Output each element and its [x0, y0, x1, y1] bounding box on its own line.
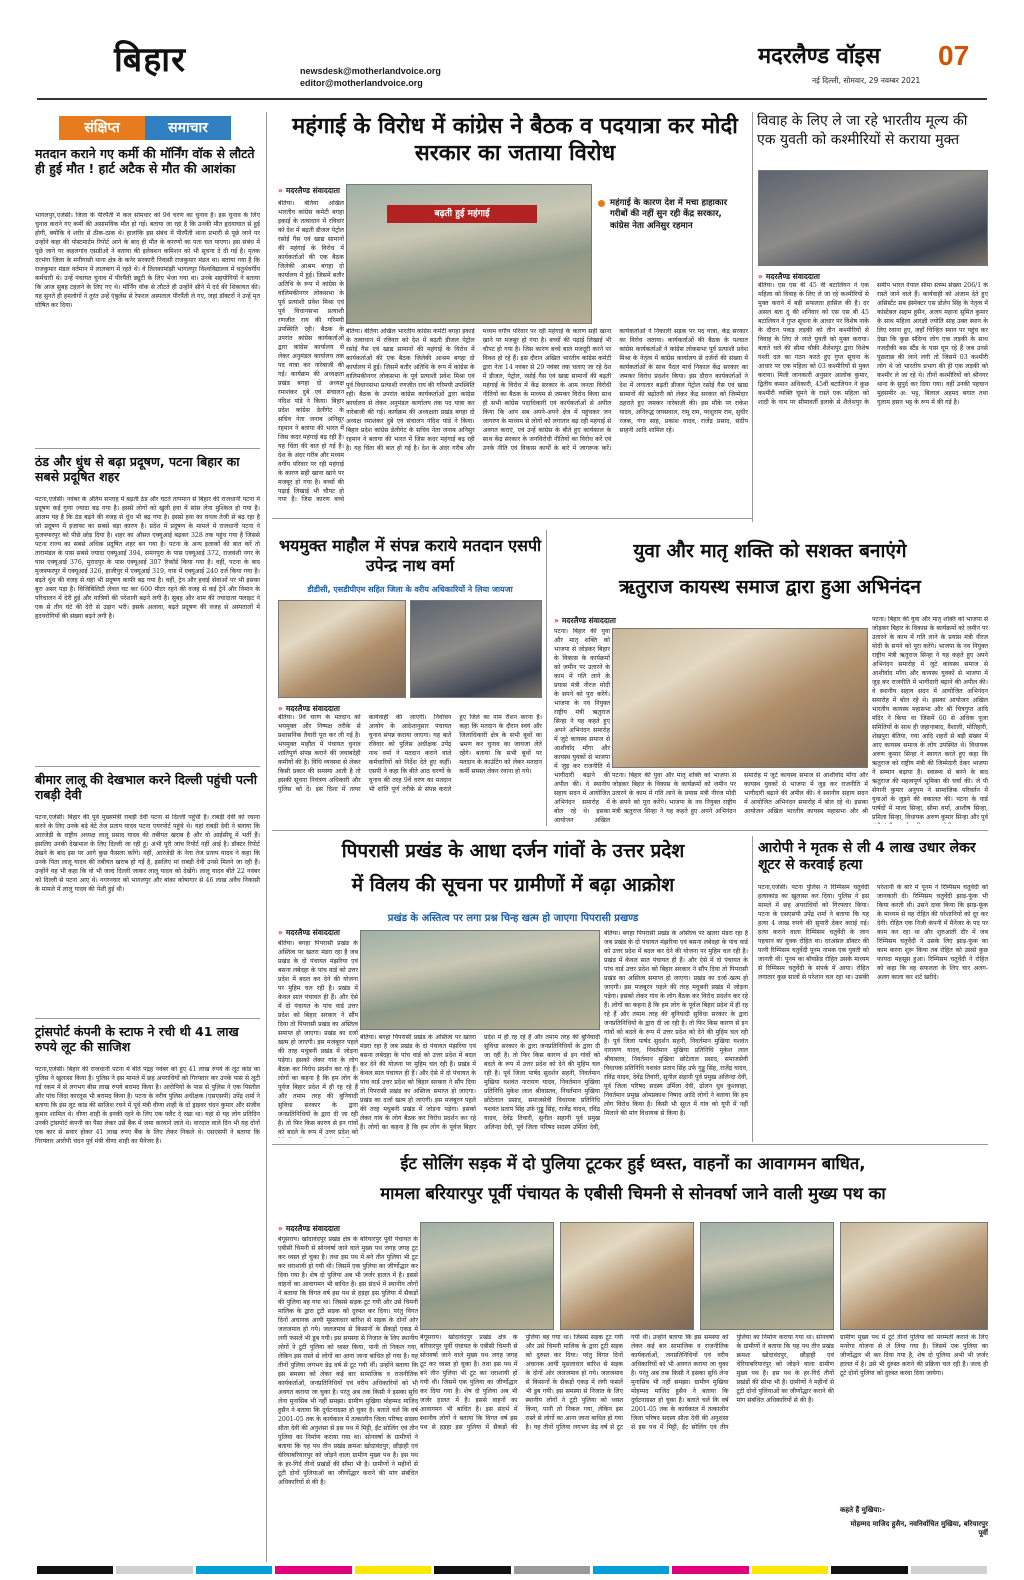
road-headline-1: ईट सोलिंग सड़क में दो पुलिया टूटकर हुई ध्वस्त, वाहनों का आवागमन बाधित,: [400, 1154, 866, 1173]
brief-4-body: पटना,एजेंसी। बिहार की राजधानी पटना में बीते पंद्रह नवंबर को हुए 41 लाख रुपये के लूट कांड का पुलिस ने खुलासा किया है। पुलिस ने इस मामले में छह अपराधियों को गिरफ्तार कर उनके पास से लूटी गई रकम में से लगभग बीस लाख रुपये बरामद किया है। आरोपियों के पास से पुलिस ने एक पिस्तौल और पांच जिंदा कारतूस भी बरामद किया है। पटना के वरीय पुलिस अधीक्षक (एसएसपी) उपेंद्र शर्मा ने बताया कि इस लूट कांड की साजिश रचने में पूर्व मंत्री वीणा शाही के दो ड्राइवर चंदन कुमार और संजीव कुमार शामिल थे। वीणा शाही के इनकी रहने के लिए एक फ्लैट दे रखा था। यहां से यह लोग प्रतिदिन उनकी ट्रांसपोर्ट कंपनी का पैसा लेकर उसे बैंक में जमा करवाने जाते थे। वारदात वाले दिन भी यह दोनों एक कार से सवार होकर 41 लाख रुपए बैंक के लिए लेकर निकले थे। एसएसपी ने बताया कि गिरफ्तार आरोपी चंदन पूर्व मंत्री वीणा शाही का मैनेजर है।: [35, 1066, 260, 1145]
lead-photo-banner: बढ़ती हुई महंगाई: [387, 205, 537, 223]
election-photo-2: [410, 600, 542, 698]
road-photo-4: [840, 1222, 988, 1330]
lead-bottom-rule: [272, 518, 752, 519]
kayastha-byline: » मदरलैण्ड संवाददाता: [554, 616, 616, 626]
masthead-rule: [37, 98, 987, 100]
lead-photo: [346, 184, 592, 324]
dateline: नई दिल्ली, सोमवार, 29 नवम्बर 2021: [812, 76, 921, 85]
election-subhead: डीडीसी, एसडीपीएम सहित जिला के वरीय अधिकारियों ने लिया जायजा: [307, 585, 513, 594]
brief-2-headline: ठंड और धुंध से बढ़ा प्रदूषण, पटना बिहार का सबसे प्रदूषित शहर: [35, 454, 240, 485]
brief-tag-1: संक्षिप्त: [59, 116, 145, 140]
kashmir-headline: विवाह के लिए ले जा रहे भारतीय मूल्य की एक युवती को कश्मीरियों से कराया मुक्त: [757, 113, 968, 148]
road-headline-2: मामला बरियारपुर पूर्वी पंचायत के एबीसी चिमनी से सोनवर्षा जाने वाली मुख्य पथ का: [380, 1184, 886, 1203]
kayastha-headline-1: युवा और मातृ शक्ति को सशक्त बनाएंगे: [633, 540, 907, 562]
lead-byline: » मदरलैण्ड संवाददाता: [278, 186, 340, 196]
brief-1-body: भागलपुर,एजेंसी। जिला के पीरपैंती में कल सोमवार को 9वें चरण का चुनाव है। इस चुनाव के लिए चुनाव कराने गए कर्मी की असामयिक मौत हो गई। बताया जा रहा है कि उनकी मौत हृदयाघात से हुई होगी, क्योंकि वे शरीर से ठीक-ठाक थे। हालांकि इस संबंध में पीरपैंती थाना प्रभारी से पूछे जाने पर उन्होंने कहा की पोस्टमार्टम रिपोर्ट आने के बाद ही मौत के कारणों का पता चल पाएगा। इस संबंध में पूछे जाने पर कहलगांव एसडीओ ने बताया की इलेक्शन कमिशन को भी सूचना दे दी गई है। मृतक दरभंगा जिला के मनीगाछी थाना क्षेत्र के कनेर सरकारी निवासी राजकुमार मंडल था। बताया गया है कि राजकुमार मंडल वर्तमान में लालबाग में रहते थे। वे तिलकामांझी भागलपुर विश्वविद्यालय में चतुर्थवर्गीय कर्मचारी थे। उन्हें पंचायत चुनाव में पीरपैंती ड्यूटी के लिए भेजा गया था। उनके सहयोगियों ने बताया कि आज सुबह टहलने के लिए गए थे। मॉर्निंग वॉक से लौटते ही उन्होंने सीने में दर्द की शिकायत की। यह सुनते ही हमलोगों ने तुरंत उन्हें एंबुलेंस से रेफरल अस्पताल पीरपैंती ले गए, जहां डॉक्टरों ने उन्हें मृत घोषित कर दिया।: [35, 212, 260, 309]
road-photo-3: [700, 1222, 834, 1330]
kashmir-photo: [758, 170, 988, 266]
kashmir-body: बेतिया। एस एस बी 45 वीं बटालियन ने एक महिला को विवाह के लिए ले जा रहे कश्मीरियों से मुक्त कराने में बड़ी सफलता हासिल की है। दर असल बता दूं की शनिवार को एस एस बी 45 बटालियन ने गुप्त सूचना के आधार पर विशेष नाके के दौरान पकड़ लड़की को तीन कश्मीरियों से विवाह के लिए ले जाते युवती को मुक्त कराया। बताते चले की सीमा चौकी शैलेशपुर द्वारा विशेष गश्ती दल का गठन करते हुए गुप्त सूचना के आधार पर एक महिला को 03 कश्मीरियों से मुक्त कराया। मिली जानकारी अनुसार आलोक कुमार, द्वितीय कमान अधिकारी, 45वीं बटालियन ने कुछ कश्मीरी व्यक्ति घूमने के रास्ते एक महिला को शादी के नाम पर सीमावर्ती इलाके से शैलेशपुर के समीप भारत नेपाल सीमा स्तम्भ संख्या 206/1 के रास्ते जाने वाले हैं। कार्यवाही को अंजाम देते हुए असिस्टेंट सब इंस्पेक्टर एस डोलेन सिंह के नेतृत्व में कांस्टेबल सद्दाम हुसैन, अजय महाना सुमित कुमार के साथ महिला आरक्षी ज्योति साह उक्त स्थान के लिए रवाना हुए, जहाँ चिन्हित स्थान पर पहुंच कर देखा कि कुछ संदिग्ध लोग एक लड़की के साथ नजदीकी बस स्टैंड के पास घूम रहे हैं जब उनसे पूछताछ की जाने लगी तो जिसमें 03 कश्मीरी लोग थे जो भारतीय प्रभाग की ही एक लड़की को कश्मीर ले जा रहे थे। तीनों कश्मीरियों को श्रीनगर थाना के सुपुर्द कर दिया गया। वहीं उनकी पहचान मुहसमीर अ: भट्ट, बिलाल अहमद बगात तथा गुलाम हसन भट्ट के रूप में की गई है।: [758, 282, 988, 406]
footer-color-bar: [37, 1566, 987, 1574]
brief-divider-2: [35, 766, 260, 767]
election-headline: भयमुक्त माहौल में संपन्न कराये मतदान एसपी उपेन्द्र नाथ वर्मा: [278, 536, 542, 575]
pipraasi-body-left: बेतिया। बगहा पिपरासी प्रखंड के अस्तित्व पर खतरा मंडरा रहा है जब प्रखंड के दो पंचायत मंझरिया एवं बसना लबेदहा के पांच वार्ड को उत्तर प्रदेश में बदल कर देने की योजना पर मुहिम चल रही है। प्रखंड में केवल सात पंचायत ही हैं। और ऐसे में दो पंचायत के पांच वार्ड उत्तर प्रदेश को बिहार सरकार ने सौंप दिया तो पिपरासी प्रखंड का अस्तित्व समाप्त हो जाएगा। प्रखंड का दर्जा खत्म हो जाएगी। इस मजबूरन पहले की तरह मधुबनी प्रखंड में जोड़ना पड़ेगा। इसको लेकर गांव के लोग बैठक कर विरोध प्रदर्शन कर रहे हैं। लोगों का कहना है कि हम लोग के पूर्वज बिहार प्रदेश में ही रह रहे हैं और तमाम तरह की बुनियादी सुविधा सरकार के द्वारा जनप्रतिनिधियों के द्वारा दी जा रही है। तो फिर किस कारण से इन गांवों को बदले के रूप में उत्तर प्रदेश को: [278, 940, 358, 1136]
masthead: [0, 0, 1024, 100]
pipraasi-headline-2: में विलय की सूचना पर ग्रामीणों में बढ़ा आक्रोश: [351, 874, 675, 896]
brief-tag: [35, 116, 260, 140]
road-photo-2: [560, 1222, 694, 1330]
road-quote-signature: मोहम्मद माजिद हुसैन, नवनिर्वाचित मुखिया, बरियारपुर पूर्वी: [850, 1520, 988, 1538]
pipraasi-separator: [752, 836, 753, 1142]
pipraasi-body-right: बेतिया। बगहा पिपरासी प्रखंड के अस्तित्व पर खतरा मंडरा रहा है जब प्रखंड के दो पंचायत मंझरिया एवं बसना लबेदहा के पांच वार्ड को उत्तर प्रदेश में बदल कर देने की योजना पर मुहिम चल रही है। प्रखंड में केवल सात पंचायत ही हैं। और ऐसे में दो पंचायत के पांच वार्ड उत्तर प्रदेश को बिहार सरकार ने सौंप दिया तो पिपरासी प्रखंड का अस्तित्व समाप्त हो जाएगा। प्रखंड का दर्जा खत्म हो जाएगी। इस मजबूरन पहले की तरह मधुबनी प्रखंड में जोड़ना पड़ेगा। इसको लेकर गांव के लोग बैठक कर विरोध प्रदर्शन कर रहे हैं। लोगों का कहना है कि हम लोग के पूर्वज बिहार प्रदेश में ही रह रहे हैं और तमाम तरह की बुनियादी सुविधा सरकार के द्वारा जनप्रतिनिधियों के द्वारा दी जा रही है। तो फिर किस कारण से इन गांवों को बदले के रूप में उत्तर प्रदेश को देने की मुहिम चल रही है। पूर्व जिला पार्षद सुदर्शन सहनी, निवर्तमान मुखिया यशवंत नारायण यादव, निवर्तमान मुखिया प्रतिनिधि मुकेश लाल श्रीवास्तव, निवर्तमान मुखिया छोटेलाल प्रसाद, समाजसेवी विधायक प्रतिनिधि यशवंत प्रताप सिंह उर्फ गुड्डू सिंह, राजेंद्र यादव, रविंद्र यादव, देवेंद्र तिवारी, सुनील सहानी पूर्व प्रमुख अलिन्दा देवी, पूर्व जिला परिषद सदस्य उर्मिला देवी, ढोलन धुव कुशवाहा, निवर्तमान प्रमुख ओमप्रकाश निषाद आदि लोगों ने बताया कि हम लोग विरोध किया है। किसी भी सूरत में गांव को यूपी में नहीं मिलाने की मांग विधायक से किया है।: [604, 930, 748, 1117]
brief-1-headline: मतदान कराने गए कर्मी की मॉर्निंग वॉक से लौटते ही हुई मौत ! हार्ट अटैक से मौत की आशंका: [35, 146, 255, 177]
lead-headline: महंगाई के विरोध में कांग्रेस ने बैठक व पदयात्रा कर मोदी सरकार का जताया विरोध: [292, 114, 738, 166]
pullquote-bullet: [598, 200, 605, 207]
pipraasi-body-bottom: बेतिया। बगहा पिपरासी प्रखंड के अस्तित्व पर खतरा मंडरा रहा है जब प्रखंड के दो पंचायत मंझरिया एवं बसना लबेदहा के पांच वार्ड को उत्तर प्रदेश में बदल कर देने की योजना पर मुहिम चल रही है। प्रखंड में केवल सात पंचायत ही हैं। और ऐसे में दो पंचायत के पांच वार्ड उत्तर प्रदेश को बिहार सरकार ने सौंप दिया तो पिपरासी प्रखंड का अस्तित्व समाप्त हो जाएगा। प्रखंड का दर्जा खत्म हो जाएगी। इस मजबूरन पहले की तरह मधुबनी प्रखंड में जोड़ना पड़ेगा। इसको लेकर गांव के लोग बैठक कर विरोध प्रदर्शन कर रहे हैं। लोगों का कहना है कि हम लोग के पूर्वज बिहार प्रदेश में ही रह रहे हैं और तमाम तरह की बुनियादी सुविधा सरकार के द्वारा जनप्रतिनिधियों के द्वारा दी जा रही है। तो फिर किस कारण से इन गांवों को बदले के रूप में उत्तर प्रदेश को देने की मुहिम चल रही है। पूर्व जिला पार्षद सुदर्शन सहनी, निवर्तमान मुखिया यशवंत नारायण यादव, निवर्तमान मुखिया प्रतिनिधि मुकेश लाल श्रीवास्तव, निवर्तमान मुखिया छोटेलाल प्रसाद, समाजसेवी विधायक प्रतिनिधि यशवंत प्रताप सिंह उर्फ गुड्डू सिंह, राजेंद्र यादव, रविंद्र यादव, देवेंद्र तिवारी, सुनील सहानी पूर्व प्रमुख अलिन्दा देवी, पूर्व जिला परिषद सदस्य उर्मिला देवी,: [360, 1034, 600, 1131]
masthead-email-2[interactable]: editor@motherlandvoice.org: [300, 78, 423, 88]
kashmir-byline: » मदरलैण्ड संवाददाता: [758, 272, 820, 282]
road-quote: ग्रामीण मुख्य पथ में टूटे तीनों पुलिया को मरम्मती कराने के लिए मनरेगा योजना से ले लिया गया है। जिसमें एक पुलिया का जीर्णोद्धार भी कर दिया गया है, शेष दो पुलिया अभी भी जर्जर हालत में है। उसे भी दुरुस्त कराने की प्रक्रिया चल रही है। जल्द ही टूटे दोनों पुलिया को दुरुस्त करवा दिया जायेगा।: [840, 1334, 988, 1377]
brief-separator: [266, 112, 267, 1562]
pipraasi-subhead: प्रखंड के अस्तित्व पर लगा प्रश्न चिन्ह खत्म हो जाएगा पिपरासी प्रखण्ड: [387, 913, 639, 924]
pipraasi-byline: » मदरलैण्ड संवाददाता: [278, 928, 340, 938]
road-top-rule: [272, 1144, 988, 1145]
pullquote-text: महंगाई के कारण देश में मचा हाहाकार गरीबों की नहीं सुन रही केंद्र सरकार, कांग्रेस नेता अनिसुर रहमान: [610, 198, 728, 231]
lead-body: बेतिया। बेतिया अखिल भारतीय कांग्रेस कमेटी बगहा इकाई के तत्वाधान में रविवार को देश में बढ़ती डीजल पेट्रोल रसोई गैस एवं खाद्य सामानों की महंगाई के विरोध में कार्यकर्ताओं की एक बैठक जिलेकी आश्रम बगहा दो कार्यालय में हुई। जिसमें बतौर अतिथि के रूप में कांग्रेस के वालिमकीनगर लोकसभा के पूर्व प्रत्याशी प्रवेश मिश्रा एवं पूर्व विधानसभा प्रत्याशी रणजीत राय की गरिमयी उपस्थिति रही। बैठक के उपरांत कांग्रेस कार्यकर्ताओं द्वारा कांग्रेस कार्यालय से लेकर अनुमंडल कार्यालय तक पद यात्रा कर नारेबाजी की गई। कार्यक्रम की अध्यक्षता प्रखंड बगहा दो अध्यक्ष रमाशंकर दुबे एवं संचालन नंदिश पांडे ने किया। बिहार प्रदेश कांग्रेस डेलीगेट के सचिव नेता जनाब अनिसुर रहमान ने बताया की भारत में जिस कदर महंगाई बढ़ रही है। यह चिंता की बात हो गई है। देश के अंदर गरीब और मध्यम वर्गीय परिवार पर रही महंगाई के कारण सही खाना खाने पर मजबूर हो गया है। बच्चों की पढ़ाई लिखाई भी चौपट हो गया है। जिस कारण बच्चे बाल मजदूरी करने पर विवश हो रहे हैं। इस दौरान अखिल भारतीय कांग्रेस कमेटी द्वारा नेता 14 नवंबर से 29 नवंबर तक चलाए जा रहे देश में डीजल, पेट्रोल, रसोई गैस एवं खाद्य सामानों की बढ़ती महंगाई के विरोध में केंद्र सरकार के आम जनता विरोधी नीतियों का बैठक के माध्यम से जमकर विरोध किया साथ ही सभी कांग्रेस पदाधिकारी एवं कार्यकर्ताओं से अपील किया कि आप सब अपने-अपने क्षेत्र में पहुंचकर जन जागरण के माध्यम से लोगों को लगातार बढ़ रही महंगाई से अवगत कराएं, एवं उन्हें कांग्रेस के बीते हुए कार्यकाल के साथ केंद्र सरकार के जनविरोधी नीतियों का विरोध करें एवं उनके नीति एवं विकास कार्यों के बारे में जागरूक करें। कार्यकर्ताओं ने निकाली सड़क पर पद यात्रा, केंद्र सरकार का विरोध जताया। कार्यकर्ताओं की बैठक के पश्चात कांग्रेस कार्यकर्ताओं ने कांग्रेस लोकसभा पूर्व प्रत्याशी प्रवेश मिश्रा के नेतृत्व में कांग्रेस कार्यालय से दर्जनों की संख्या में कार्यकर्ताओं के साथ पैदल मार्च निकाल केंद्र सरकार का जमकर विरोध प्रदर्शन किया। इस दौरान कार्यकर्ताओं ने देश में लगातार बढ़ती डीजल पेट्रोल रसोई गैस एवं खाद्य सामानों की बढ़ोतरी को लेकर केंद्र सरकार को जिम्मेदार ठहराते हुए जमकर नारेबाजी की। इस मौके पर राकेश यादव, अनिरुद्ध जयसवाल, रामू राम, परशुराम राम, सुधीर रजक, गंगा साह, प्रकाश यादव, राजेंद्र प्रसाद, संदीप साहनी आदि शामिल रहे।: [346, 328, 748, 452]
road-quote-label: कहते हैं मुखिया:-: [840, 1506, 885, 1514]
kayastha-body-left: पटना। बिहार की युवा और मातृ शक्ति को भाजपा से जोड़कर बिहार के विकास के कार्यक्रमों को जमीन पर उतारने के काम में गति लाने के प्रयास मंत्री नीरज मोदी के सपने को पूरा करेंगे। भाजपा के नव नियुक्त राष्ट्रीय मंत्री ऋतुराज सिन्हा ने यह कहते हुए अपने अभिनंदन समारोह में जुटे कायस्थ समाज से आशीर्वाद माँगा और कायस्थ युवकों से भाजपा में जुड़ कर राजनीति में भागीदारी बढ़ाने की अपील की। वे स्थानीय सहाय सदन में आयोजित अभिनंदन समारोह में बोल रहे थे। इसका आयोजन अखिल: [554, 628, 610, 824]
kayastha-headline-2: ऋतुराज कायस्थ समाज द्वारा हुआ अभिनंदन: [619, 576, 921, 598]
road-byline: » मदरलैण्ड संवाददाता: [278, 1224, 340, 1234]
election-byline: » मदरलैण्ड संवाददाता: [278, 704, 340, 714]
section-title: बिहार: [114, 40, 186, 80]
lead-pullquote: [598, 198, 744, 264]
brief-divider-3: [35, 1018, 260, 1019]
pipraasi-photo: [360, 930, 600, 1030]
kayastha-body-bottom: पटना। बिहार की युवा और मातृ शक्ति को भाजपा से जोड़कर बिहार के विकास के कार्यक्रमों को जमीन पर उतारने के काम में गति लाने के प्रयास मंत्री नीरज मोदी के सपने को पूरा करेंगे। भाजपा के नव नियुक्त राष्ट्रीय मंत्री ऋतुराज सिन्हा ने यह कहते हुए अपने अभिनंदन समारोह में जुटे कायस्थ समाज से आशीर्वाद माँगा और कायस्थ युवकों से भाजपा में जुड़ कर राजनीति में भागीदारी बढ़ाने की अपील की। वे स्थानीय सहाय सदन में आयोजित अभिनंदन समारोह में बोल रहे थे। इसका आयोजन अखिल भारतीय कायस्थ महासभा और श्री: [612, 772, 868, 815]
murder-headline: आरोपी ने मृतक से ली 4 लाख उधार लेकर शूटर से करवाई हत्या: [758, 840, 976, 874]
election-photo-1: [278, 600, 406, 698]
brief-divider-1: [35, 448, 260, 449]
kayastha-photo: [612, 628, 868, 768]
brief-3-body: पटना,एजेंसी। बिहार की पूर्व मुख्यमंत्री राबड़ी देवी पटना से दिल्ली पहुंची हैं। राबड़ी देवी को रवाना करने के लिए उनके बड़े बेटे तेज प्रताप यादव पटना एयरपोर्ट पहुंचे थे। यहां राबड़ी देवी ने बताया कि आरजेडी के राष्ट्रीय अध्यक्ष लालू प्रसाद यादव की तबीयत खराब है और वो आईसीयू में भर्ती हैं। इसलिए उनकी देखभाल के लिए दिल्ली जा रही हूं। अभी पूरी जांच रिपोर्ट नहीं आई है। डॉक्टर रिपोर्ट देखने के बाद इस पर आगे कुछ फैसला करेंगे। वहीं, आरजेडी के नेता तेज प्रताप यादव ने कहा कि उनके पिता लालू यादव की तबीयत खराब हो गई है, इसलिए मां राबड़ी देवी उनसे मिलने जा रही हैं। उन्होंने यह भी कहा कि वो भी जल्द दिल्ली जाकर लालू यादव को देखेंगे। लालू यादव बीते 22 नवंबर को दिल्ली से पटना आए थे। नगरनवार को भागलपुर और बांका कोषागार से 46 लाख अवैध निकासी के मामले में लालू यादव की पेशी हुई थी।: [35, 814, 260, 893]
kayastha-body-right: पटना। बिहार की युवा और मातृ शक्ति को भाजपा से जोड़कर बिहार के विकास के कार्यक्रमों को जमीन पर उतारने के काम में गति लाने के प्रयास मंत्री नीरज मोदी के सपने को पूरा करेंगे। भाजपा के नव नियुक्त राष्ट्रीय मंत्री ऋतुराज सिन्हा ने यह कहते हुए अपने अभिनंदन समारोह में जुटे कायस्थ समाज से आशीर्वाद माँगा और कायस्थ युवकों से भाजपा में जुड़ कर राजनीति में भागीदारी बढ़ाने की अपील की। वे स्थानीय सहाय सदन में आयोजित अभिनंदन समारोह में बोल रहे थे। इसका आयोजन अखिल भारतीय कायस्थ महासभा और श्री चित्रगुप्त आदि मंदिर ने किया था जिसमें 60 से अधिक पूजा समितियों के साथ ही जहानाबाद, वैशाली, मोतिहारी, शेखपुरा बेतिया, गया आदि शहरों से बड़ी संख्या में आए कायस्थ समाज के लोग उपस्थित थे। विधायक अरुण कुमार सिन्हा ने स्वागत करते हुए कहा कि ऋतुराज को राष्ट्रीय मंत्री की जिम्मेदारी देकर भाजपा ने सम्मान बढ़ाया है। स्वास्थ्य से बनने के बाद ऋतुराज की महत्वपूर्ण भूमिका की चर्चा की। जे पी सेनानी कुमार अनुपम ने सामाजिक परिवर्तन में युवाओं के जुड़ने की वकालत की। पटना के वार्ड पार्षदों में माला सिन्हा, सीमा वर्मा, आशीष सिन्हा, प्रमिला सिन्हा, विधायक अरुण कुमार सिन्हा और पूर्व: [872, 616, 988, 821]
lead-right-separator: [752, 112, 753, 522]
pipraasi-headline-1: पिपरासी प्रखंड के आधा दर्जन गांवों के उत्तर प्रदेश: [341, 840, 685, 862]
murder-body: पटना,एजेंसी। पटना पुलिस ने रिम्पिसम चतुर्वेदी हत्याकांड का खुलासा कर दिया। पुलिस ने इस मामले में छह अपराधियों को गिरफ्तार किया। पटना के एसएसपी उपेंद्र शर्मा ने बताया कि यह हत्या 4 लाख रुपये की सुपारी देकर कराई गई। हत्या कराने वाला रिम्पिसम चतुर्वेदी के जान पहचान का युवक रोहित था। दरअसल डॉक्टर की पत्नी रिम्पिसम चतुर्वेदी पूनम नामक एक युवती को जानती थी। पूनम का बॉयफ्रेंड रोहित उसके माध्यम से रिम्पिसम चतुर्वेदी के संपर्क में आया। रोहित लगातार कुछ सालों से परेशान चल रहा था। उसकी परेशानी के बारे में पूनम ने रिम्पिसम चतुर्वेदी को जानकारी दी। रिम्पिसम चतुर्वेदी झाड़-फूंक भी किया करती थी। उसने दावा किया कि झाड़-फूंक के माध्यम से वह रोहित की परेशानियों को दूर कर देगी। रोहित एक निजी कंपनी में मैनेजर के पद पर काम कर रहा था और शुरुआती दौर में जब रिम्पिसम चतुर्वेदी ने उसके लिए झाड़-फूंक का काम करना शुरू किया तब रोहित को उससे कुछ फायदा महसूस हुआ। रिम्पिसम चतुर्वेदी ने रोहित को कहा कि वह सफलता के लिए चार अलग-अलग काला कर शर्ट खरीदे।: [758, 884, 988, 981]
brief-2-body: पटना,एजेंसी। नवंबर के अंतिम सप्ताह में बढ़ती ठंड और घटते तापमान से बिहार की राजधानी पटना में प्रदूषण कई गुणा ज्यादा बढ़ गया है। इससे लोगों को खुली हवा में सांस लेना मुश्किल हो गया है। आलम यह है कि ठंड बढ़ने की वजह से धुंध भी बढ़ गया है। इससे हवा का घनत्व तेजी से बढ़ रहा है जो प्रदूषण में इजाफा का सबसे बड़ा कारण है। प्रदेश में प्रदूषण के मामले में राजधानी पटना ने मुजफ्फरपुर को पीछे छोड़ दिया है। शहर का औसत एक्यूआई बढ़कर 328 तक पहुंच गया है जिससे पटना राज्य का सबसे अधिक प्रदूषित शहर बन गया है। पटना के अन्य इलाकों की बात करें तो तारामंडल के पास सबसे ज्यादा एक्यूआई 394, समनपुरा के पास एक्यूआई 372, राजवंशी नगर के पास एक्यूआई 376, मुरादपुर के पास एक्यूआई 307 रिकॉर्ड किया गया है। वहीं, पटना के बाद मुजफ्फरपुर में एक्यूआई 326, हाजीपुर में एक्यूआई 319, गया में एक्यूआई 240 दर्ज किया गया है। बढ़ते धुंध की वजह से यहां भी प्रदूषण काफी बढ़ गया है। वहीं, ट्रेन और हवाई सेवाओं पर भी इसका बुरा असर पड़ा है। विजिबिलिटी लेवल घट कर 600 मीटर रहने की वजह से कई ट्रेनें और विमान के परिचालन में देरी हुई और यात्रियों की परेशानी बढ़ने लगी है। सुबह और शाम की ज्यादातर फ्लाइट ने एक से तीन घंटे की देरी से उड़ान भरी। इसके अलावा, बढ़ते प्रदूषण की वजह से अस्पतालों में हृदयरोगियों की संख्या बढ़ने लगी है।: [35, 496, 260, 620]
election-separator: [546, 530, 547, 826]
brief-tag-2: समाचार: [145, 116, 231, 140]
road-photo-1: [420, 1222, 554, 1330]
brief-3-headline: बीमार लालू की देखभाल करने दिल्ली पहुंची पत्नी राबड़ी देवी: [35, 772, 257, 803]
road-body: बेगूसराय। खोदावंदपुर प्रखंड क्षेत्र के बरियारपुर पूर्वी पंचायत के एबीसी चिमनी से सोनवर्षा जाने वाले मुख्य पथ जगह जगह टूट कर ध्वस्त हो चुका है। तथा इस पथ में बने तीन पुलिया भी टूट कर धराशायी हो गयी थी। जिसमें एक पुलिया का जीर्णोद्धार कर दिया गया है। शेष दो पुलिया अब भी जर्जर हालत में है। इससे वाहनों का आवागमन भी बाधित है। इस संदर्भ में स्थानीय लोगों ने बताया कि विगत वर्ष इस पथ से हड़हा इस पुलिया में सैकड़ों की पुलिया बह गया था। जिससे सड़क टूट गयी और उसे चिमनी मालिक के द्वारा टूटी सड़क को दुरुस्त कर दिया। परंतु विगत दिनों अचानक आयी मूसलाधार बारिश से सड़क के दोनों ओर जलजमाव हो गये। जलजमाव से किसानों के सैकड़ों एकड़ में लगी फसलें भी डूब गयी। इस समस्या से निजात के लिए स्थानीय लोगों ने टूटी पुलिया को ध्वस्त किया, पानी तो निकल गया, लेकिन इस रास्ते से लोगों का आना जाना बाधित हो गया है। यह तीनों पुलिया लगभग डेढ़ वर्ष से टूट गयी थीं। उन्होंने बताया कि इस समस्या को लेकर कई बार सामाजिक व राजनीतिक कार्यकर्ताओं, जनप्रतिनिधियों एवं वरीय अधिकारियों को भी अवगत कराया जा चुका है। परंतु अब तक किसी ने इसका सुधि लेना मुनासिब भी नहीं समझा। ग्रामीण मुखिया मोहम्मद माजिद हुसैन ने बताया कि दुर्घटनाग्रस्त हो चुका है। बताते चलें कि वर्ष 2001-05 तक के कार्यकाल में तत्कालीन जिला परिषद सदस्य सीता देवी की अनुशंसा से इस पथ में मिट्टी, ईंट सोलिंग एवं तीन पुलिया का निर्माण कराया गया था। सोनवर्षा के ग्रामीणों ने बताया कि यह पथ तीन प्रखंड क्रमशः खोदावंदपुर, छौड़ाही एवं चेरियाबरियारपुर को जोड़ने वाला ग्रामीण मुख्य पथ है। इस पथ के हर-गिर्द तीनों प्रखंडों की सीमा भी है। ग्रामीणों ने महीनों से टूटी दोनों पुलियाओं का जीर्णोद्धार कराने की मांग संबंधित अधिकारियों से की है।: [420, 1334, 834, 1431]
mid-rule: [272, 830, 988, 831]
lead-body-left: बेतिया। बेतिया अखिल भारतीय कांग्रेस कमेटी बगहा इकाई के तत्वाधान में रविवार को देश में बढ़ती डीजल पेट्रोल रसोई गैस एवं खाद्य सामानों की महंगाई के विरोध में कार्यकर्ताओं की एक बैठक जिलेकी आश्रम बगहा दो कार्यालय में हुई। जिसमें बतौर अतिथि के रूप में कांग्रेस के वालिमकीनगर लोकसभा के पूर्व प्रत्याशी प्रवेश मिश्रा एवं पूर्व विधानसभा प्रत्याशी रणजीत राय की गरिमयी उपस्थिति रही। बैठक के उपरांत कांग्रेस कार्यकर्ताओं द्वारा कांग्रेस कार्यालय से लेकर अनुमंडल कार्यालय तक पद यात्रा कर नारेबाजी की गई। कार्यक्रम की अध्यक्षता प्रखंड बगहा दो अध्यक्ष रमाशंकर दुबे एवं संचालन नंदिश पांडे ने किया। बिहार प्रदेश कांग्रेस डेलीगेट के सचिव नेता जनाब अनिसुर रहमान ने बताया की भारत में जिस कदर महंगाई बढ़ रही है। यह चिंता की बात हो गई है। देश के अंदर गरीब और मध्यम वर्गीय परिवार पर रही महंगाई के कारण सही खाना खाने पर मजबूर हो गया है। बच्चों की पढ़ाई लिखाई भी चौपट हो गया है। जिस कारण बच्चे: [278, 200, 344, 504]
road-quote-box: [840, 1334, 988, 1556]
page-number: 07: [938, 40, 970, 71]
road-body-left: बेगूसराय। खोदावंदपुर प्रखंड क्षेत्र के बरियारपुर पूर्वी पंचायत के एबीसी चिमनी से सोनवर्षा जाने वाले मुख्य पथ जगह जगह टूट कर ध्वस्त हो चुका है। तथा इस पथ में बने तीन पुलिया भी टूट कर धराशायी हो गयी थी। जिसमें एक पुलिया का जीर्णोद्धार कर दिया गया है। शेष दो पुलिया अब भी जर्जर हालत में है। इससे वाहनों का आवागमन भी बाधित है। इस संदर्भ में स्थानीय लोगों ने बताया कि विगत वर्ष इस पथ से हड़हा इस पुलिया में सैकड़ों की पुलिया बह गया था। जिससे सड़क टूट गयी और उसे चिमनी मालिक के द्वारा टूटी सड़क को दुरुस्त कर दिया। परंतु विगत दिनों अचानक आयी मूसलाधार बारिश से सड़क के दोनों ओर जलजमाव हो गये। जलजमाव से किसानों के सैकड़ों एकड़ में लगी फसलें भी डूब गयी। इस समस्या से निजात के लिए स्थानीय लोगों ने टूटी पुलिया को ध्वस्त किया, पानी तो निकल गया, लेकिन इस रास्ते से लोगों का आना जाना बाधित हो गया है। यह तीनों पुलिया लगभग डेढ़ वर्ष से टूट गयी थीं। उन्होंने बताया कि इस समस्या को लेकर कई बार सामाजिक व राजनीतिक कार्यकर्ताओं, जनप्रतिनिधियों एवं वरीय अधिकारियों को भी अवगत कराया जा चुका है। परंतु अब तक किसी ने इसका सुधि लेना मुनासिब भी नहीं समझा। ग्रामीण मुखिया मोहम्मद माजिद हुसैन ने बताया कि दुर्घटनाग्रस्त हो चुका है। बताते चलें कि वर्ष 2001-05 तक के कार्यकाल में तत्कालीन जिला परिषद सदस्य सीता देवी की अनुशंसा से इस पथ में मिट्टी, ईंट सोलिंग एवं तीन पुलिया का निर्माण कराया गया था। सोनवर्षा के ग्रामीणों ने बताया कि यह पथ तीन प्रखंड क्रमशः खोदावंदपुर, छौड़ाही एवं चेरियाबरियारपुर को जोड़ने वाला ग्रामीण मुख्य पथ है। इस पथ के हर-गिर्द तीनों प्रखंडों की सीमा भी है। ग्रामीणों ने महीनों से टूटी दोनों पुलियाओं का जीर्णोद्धार कराने की मांग संबंधित अधिकारियों से की है।: [278, 1236, 418, 1486]
masthead-email-1[interactable]: newsdesk@motherlandvoice.org: [300, 66, 441, 76]
brief-4-headline: ट्रांसपोर्ट कंपनी के स्टाफ ने रची थी 41 लाख रुपये लूट की साजिश: [35, 1024, 239, 1055]
brief-column: [35, 112, 260, 1562]
paper-name: मदरलैण्ड वॉइस: [758, 44, 881, 69]
election-body: बेतिया। 9वें चरण के मतदान को भयमुक्त और निष्पक्ष तरीके से प्रशासनिक तैयारी पूरा कर ली गई है। भयमुक्त माहौल में पंचायत चुनाव शांतिपूर्ण संपन्न कराने की जवाबदेही कमीयों की है। विधि व्यवस्था से लेकर किसी प्रकार की समस्या आती है तो इसकी सूचना नियंत्रण अधिकारी और पुलिस को दें। इस दिशा में तत्पर कार्यवाही की जाएगी। निर्वाचन आयोग के आदेशानुसार पंचायत चुनाव संपन्न कराया जाएगा। यह बातें रविवार को पुलिस अधीक्षक उपेंद्र नाथ वर्मा ने मतदान कराने वाले कर्मचारियों को निर्देश देते हुए कहीं। एसपी ने कहा कि बीते आठ चरणों के चुनाव की तरह 9वें चरण का मतदान भी शांति पूर्ण तरीके से संपन्न कराते हुए जिले का नाम रौशन करना है। कहा कि मतदान के दौरान स्वयं और जिलाधिकारी क्षेत्र के सभी बूथों का भ्रमण कर चुनाव का जायजा लेते रहेंगे। बताया कि सभी बूथों पर मतदान के काउंटिंग को लेकर मतदान कर्मी समस्त लेकर रवाना हो गये।: [278, 714, 542, 793]
